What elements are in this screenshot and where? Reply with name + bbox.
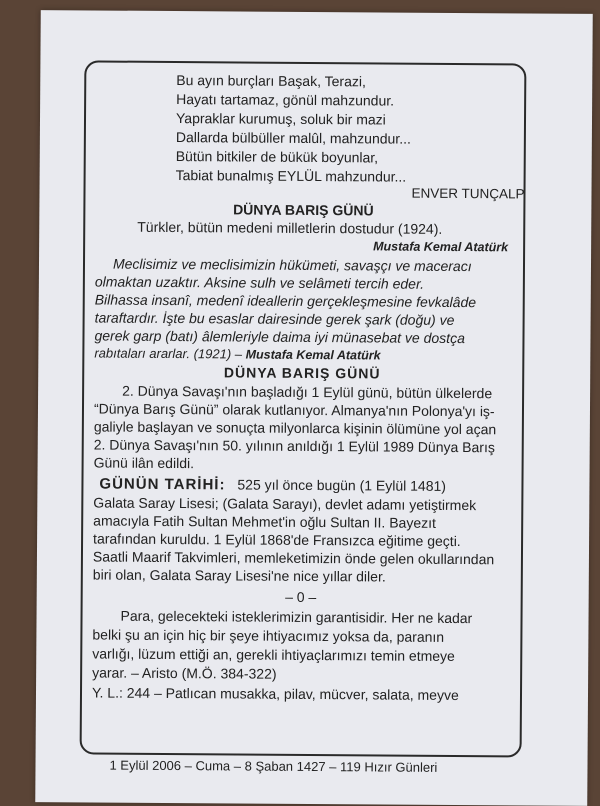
body-line: Galata Saray Lisesi; (Galata Sarayı), devlet adamı yetiştirmek [93,494,477,514]
body-line: 2. Dünya Savaşı'nın 50. yılının anıldığı 1 Eylül 1989 Dünya Barış [93,436,495,456]
quote-line: Bilhassa insanî, medenî ideallerin gerçekleşmesine fevkalâde [94,291,477,311]
menu-line: Y. L.: 244 – Patlıcan musakka, pilav, mücver, salata, meyve [91,684,459,704]
body-line: varlığı, lüzum ettiği an, gerekli ihtiyaçlarımızı temin etmeye [92,645,455,664]
poem-line: Tabiat bunalmış EYLÜL mahzundur... [175,167,407,185]
body-line: belki şu an için hiç bir şeye ihtiyacımız yoksa da, paranın [92,626,445,645]
ataturk-quote-1: Türkler, bütün medeni milletlerin dostudur (1924). [137,218,443,237]
quote-line: olmaktan uzaktır. Aksine sulh ve selâmeti tercih eder. [94,273,425,292]
poem-line: Bu ayın burçları Başak, Terazi, [176,72,366,90]
body-line: Para, gelecekteki isteklerimizin garantisidir. Her ne kadar [120,607,473,627]
quote-last-line: rabıtaları ararlar. (1921) – [94,345,243,362]
body-line: yarar. – Aristo (M.Ö. 384-322) [92,664,277,682]
body-line: “Dünya Barış Günü” olarak kutlanıyor. Almanya'nın Polonya'yı iş- [93,400,495,420]
quote-line: taraftardır. İşte bu esaslar dairesinde gerek şark (doğu) ve [94,309,455,328]
poem-line: Yapraklar kurumuş, soluk bir mazi [175,110,386,128]
body-line: biri olan, Galata Saray Lisesi'ne nice yıllar diler. [92,566,386,585]
history-first-line [99,475,446,496]
quote-author: Mustafa Kemal Atatürk [373,239,509,255]
page-footer: 1 Eylül 2006 – Cuma – 8 Şaban 1427 – 119 Hızır Günleri [109,757,438,775]
body-line: amacıyla Fatih Sultan Mehmet'in oğlu Sultan II. Bayezıt [93,512,436,531]
history-heading: GÜNÜN TARİHİ: [99,475,226,494]
separator: – 0 – [285,588,317,606]
body-line: tarafından kuruldu. 1 Eylül 1868'de Fransızca eğitime geçti. [93,530,461,550]
poem-author: ENVER TUNÇALP [411,185,525,202]
poem-line: Dallarda bülbüller malûl, mahzundur... [175,129,411,147]
history-intro: 525 yıl önce bugün (1 Eylül 1481) [237,476,447,494]
calendar-page [35,10,593,806]
poem-line: Hayatı tartamaz, gönül mahzundur. [176,91,395,109]
section-title: DÜNYA BARIŞ GÜNÜ [233,201,374,219]
quote-author: Mustafa Kemal Atatürk [245,347,381,363]
poem-line: Bütün bitkiler de bükük boyunlar, [175,148,379,166]
body-line: 2. Dünya Savaşı'nın başladığı 1 Eylül günü, bütün ülkelerde [122,382,493,402]
quote-line: Meclisimiz ve meclisimizin hükümeti, savaşçı ve maceracı [112,255,472,275]
body-line: Günü ilân edildi. [93,454,195,472]
body-line: Saatli Maarif Takvimleri, memleketimizin önde gelen okullarından [92,548,495,568]
quote-line: gerek garp (batı) âlemleriyle daima iyi münasebat ve dostça [94,327,465,347]
quote-line [94,344,380,364]
section-title: DÜNYA BARIŞ GÜNÜ [223,364,381,382]
body-line: galiyle başlayan ve sonuçta milyonlarca kişinin ölümüne yol açan [93,418,497,438]
